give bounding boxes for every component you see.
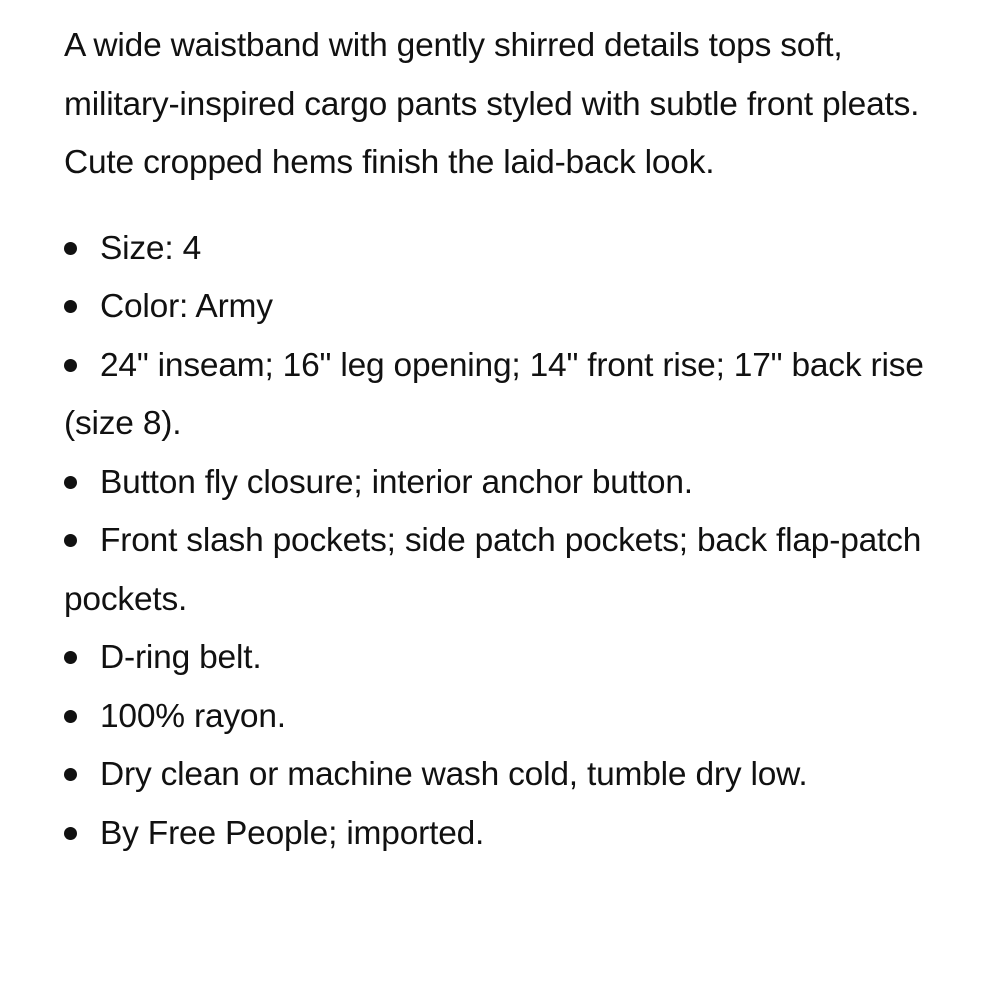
product-description: A wide waistband with gently shirred details tops soft, military-inspired cargo pants styled with subtle front pleats. Cute cropped hems finish the laid-back look.: [64, 27, 920, 181]
bullet-icon: [64, 651, 77, 664]
bullet-icon: [64, 300, 77, 313]
list-item: [64, 805, 964, 864]
bullet-icon: [64, 534, 77, 547]
detail-text: Button fly closure; interior anchor button.: [100, 463, 693, 501]
bullet-icon: [64, 476, 77, 489]
product-details-list: [64, 220, 964, 864]
list-item: [64, 220, 964, 279]
list-item: [64, 454, 964, 513]
detail-text: Dry clean or machine wash cold, tumble dry low.: [100, 756, 808, 793]
list-item: [64, 278, 964, 337]
detail-text: 100% rayon.: [100, 697, 286, 735]
list-item: [64, 629, 964, 688]
bullet-icon: [64, 768, 77, 781]
list-item: [64, 512, 964, 629]
bullet-icon: [64, 242, 77, 255]
detail-text: D-ring belt.: [100, 639, 262, 676]
detail-text: By Free People; imported.: [100, 814, 485, 852]
list-item: [64, 688, 964, 747]
bullet-icon: [64, 710, 77, 723]
detail-text: Front slash pockets; side patch pockets; back flap-patch pockets.: [64, 522, 922, 618]
detail-text: Size: 4: [100, 229, 202, 267]
detail-text: 24" inseam; 16" leg opening; 14" front rise; 17" back rise (size 8).: [64, 346, 924, 442]
bullet-icon: [64, 359, 77, 372]
list-item: [64, 337, 964, 454]
detail-text: Color: Army: [100, 288, 273, 325]
list-item: [64, 746, 964, 805]
product-description-panel: [64, 17, 964, 863]
bullet-icon: [64, 827, 77, 840]
